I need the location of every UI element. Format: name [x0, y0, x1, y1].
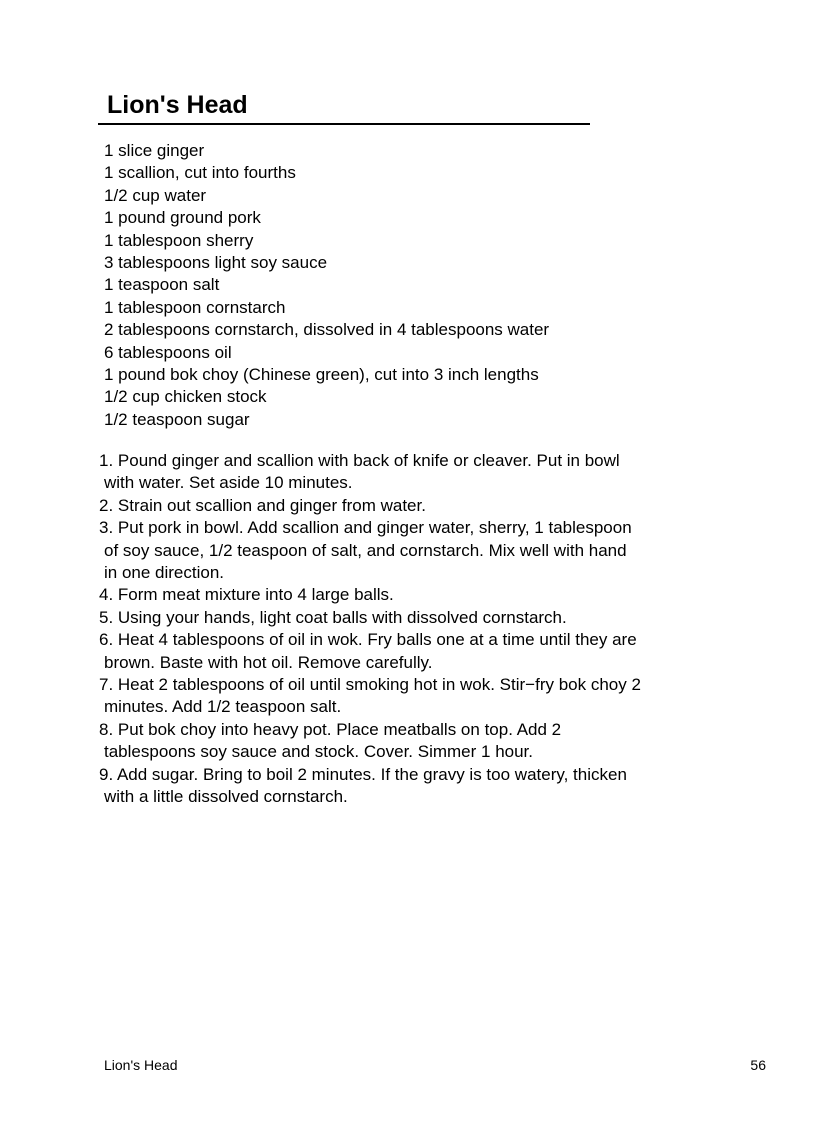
instruction-line: 1. Pound ginger and scallion with back of knife or cleaver. Put in bowl [99, 451, 620, 470]
instruction-step [99, 674, 641, 719]
instruction-step [99, 719, 641, 764]
instruction-step [99, 450, 641, 495]
instruction-line: 7. Heat 2 tablespoons of oil until smoking hot in wok. Stir−fry bok choy 2 [99, 675, 641, 695]
ingredients-list [104, 140, 549, 431]
ingredient-item: 1/2 teaspoon sugar [104, 409, 250, 429]
instruction-line: with water. Set aside 10 minutes. [104, 473, 353, 493]
ingredient-item: 1/2 cup water [104, 185, 207, 205]
instruction-step [99, 495, 641, 517]
title-underline [98, 123, 590, 125]
instruction-line: 9. Add sugar. Bring to boil 2 minutes. If the gravy is too watery, thicken [99, 764, 627, 784]
instruction-step [99, 764, 641, 809]
instruction-line: in one direction. [104, 563, 225, 583]
instruction-line: 5. Using your hands, light coat balls with dissolved cornstarch. [99, 607, 567, 627]
instruction-line: of soy sauce, 1/2 teaspoon of salt, and cornstarch. Mix well with hand [104, 540, 627, 560]
page-number: 56 [750, 1057, 766, 1073]
instruction-step [99, 629, 641, 674]
instruction-line: minutes. Add 1/2 teaspoon salt. [104, 697, 342, 717]
ingredient-item: 6 tablespoons oil [104, 342, 232, 362]
recipe-title: Lion's Head [107, 91, 248, 119]
ingredient-item: 3 tablespoons light soy sauce [104, 253, 328, 273]
ingredient-item: 1/2 cup chicken stock [104, 387, 267, 407]
ingredient-item: 2 tablespoons cornstarch, dissolved in 4 tablespoons water [104, 320, 550, 340]
instructions-list [99, 450, 641, 809]
footer-title: Lion's Head [104, 1057, 178, 1073]
instruction-step [99, 517, 641, 584]
instruction-line: 6. Heat 4 tablespoons of oil in wok. Fry balls one at a time until they are [99, 630, 637, 650]
instruction-line: 2. Strain out scallion and ginger from water. [99, 495, 426, 515]
ingredient-item: 1 teaspoon salt [104, 275, 220, 295]
instruction-line: tablespoons soy sauce and stock. Cover. Simmer 1 hour. [104, 742, 534, 762]
ingredient-item: 1 pound bok choy (Chinese green), cut into 3 inch lengths [104, 365, 539, 385]
instruction-line: 8. Put bok choy into heavy pot. Place meatballs on top. Add 2 [99, 719, 562, 739]
instruction-step [99, 607, 641, 629]
ingredient-item: 1 pound ground pork [104, 208, 261, 228]
ingredient-item: 1 tablespoon cornstarch [104, 297, 286, 317]
instruction-step [99, 584, 641, 606]
instruction-line: brown. Baste with hot oil. Remove carefully. [104, 652, 433, 672]
instruction-line: 3. Put pork in bowl. Add scallion and ginger water, sherry, 1 tablespoon [99, 518, 632, 538]
instruction-line: 4. Form meat mixture into 4 large balls. [99, 585, 394, 605]
ingredient-item: 1 slice ginger [104, 141, 205, 160]
ingredient-item: 1 scallion, cut into fourths [104, 163, 296, 183]
instruction-line: with a little dissolved cornstarch. [104, 787, 348, 807]
ingredient-item: 1 tablespoon sherry [104, 230, 254, 250]
